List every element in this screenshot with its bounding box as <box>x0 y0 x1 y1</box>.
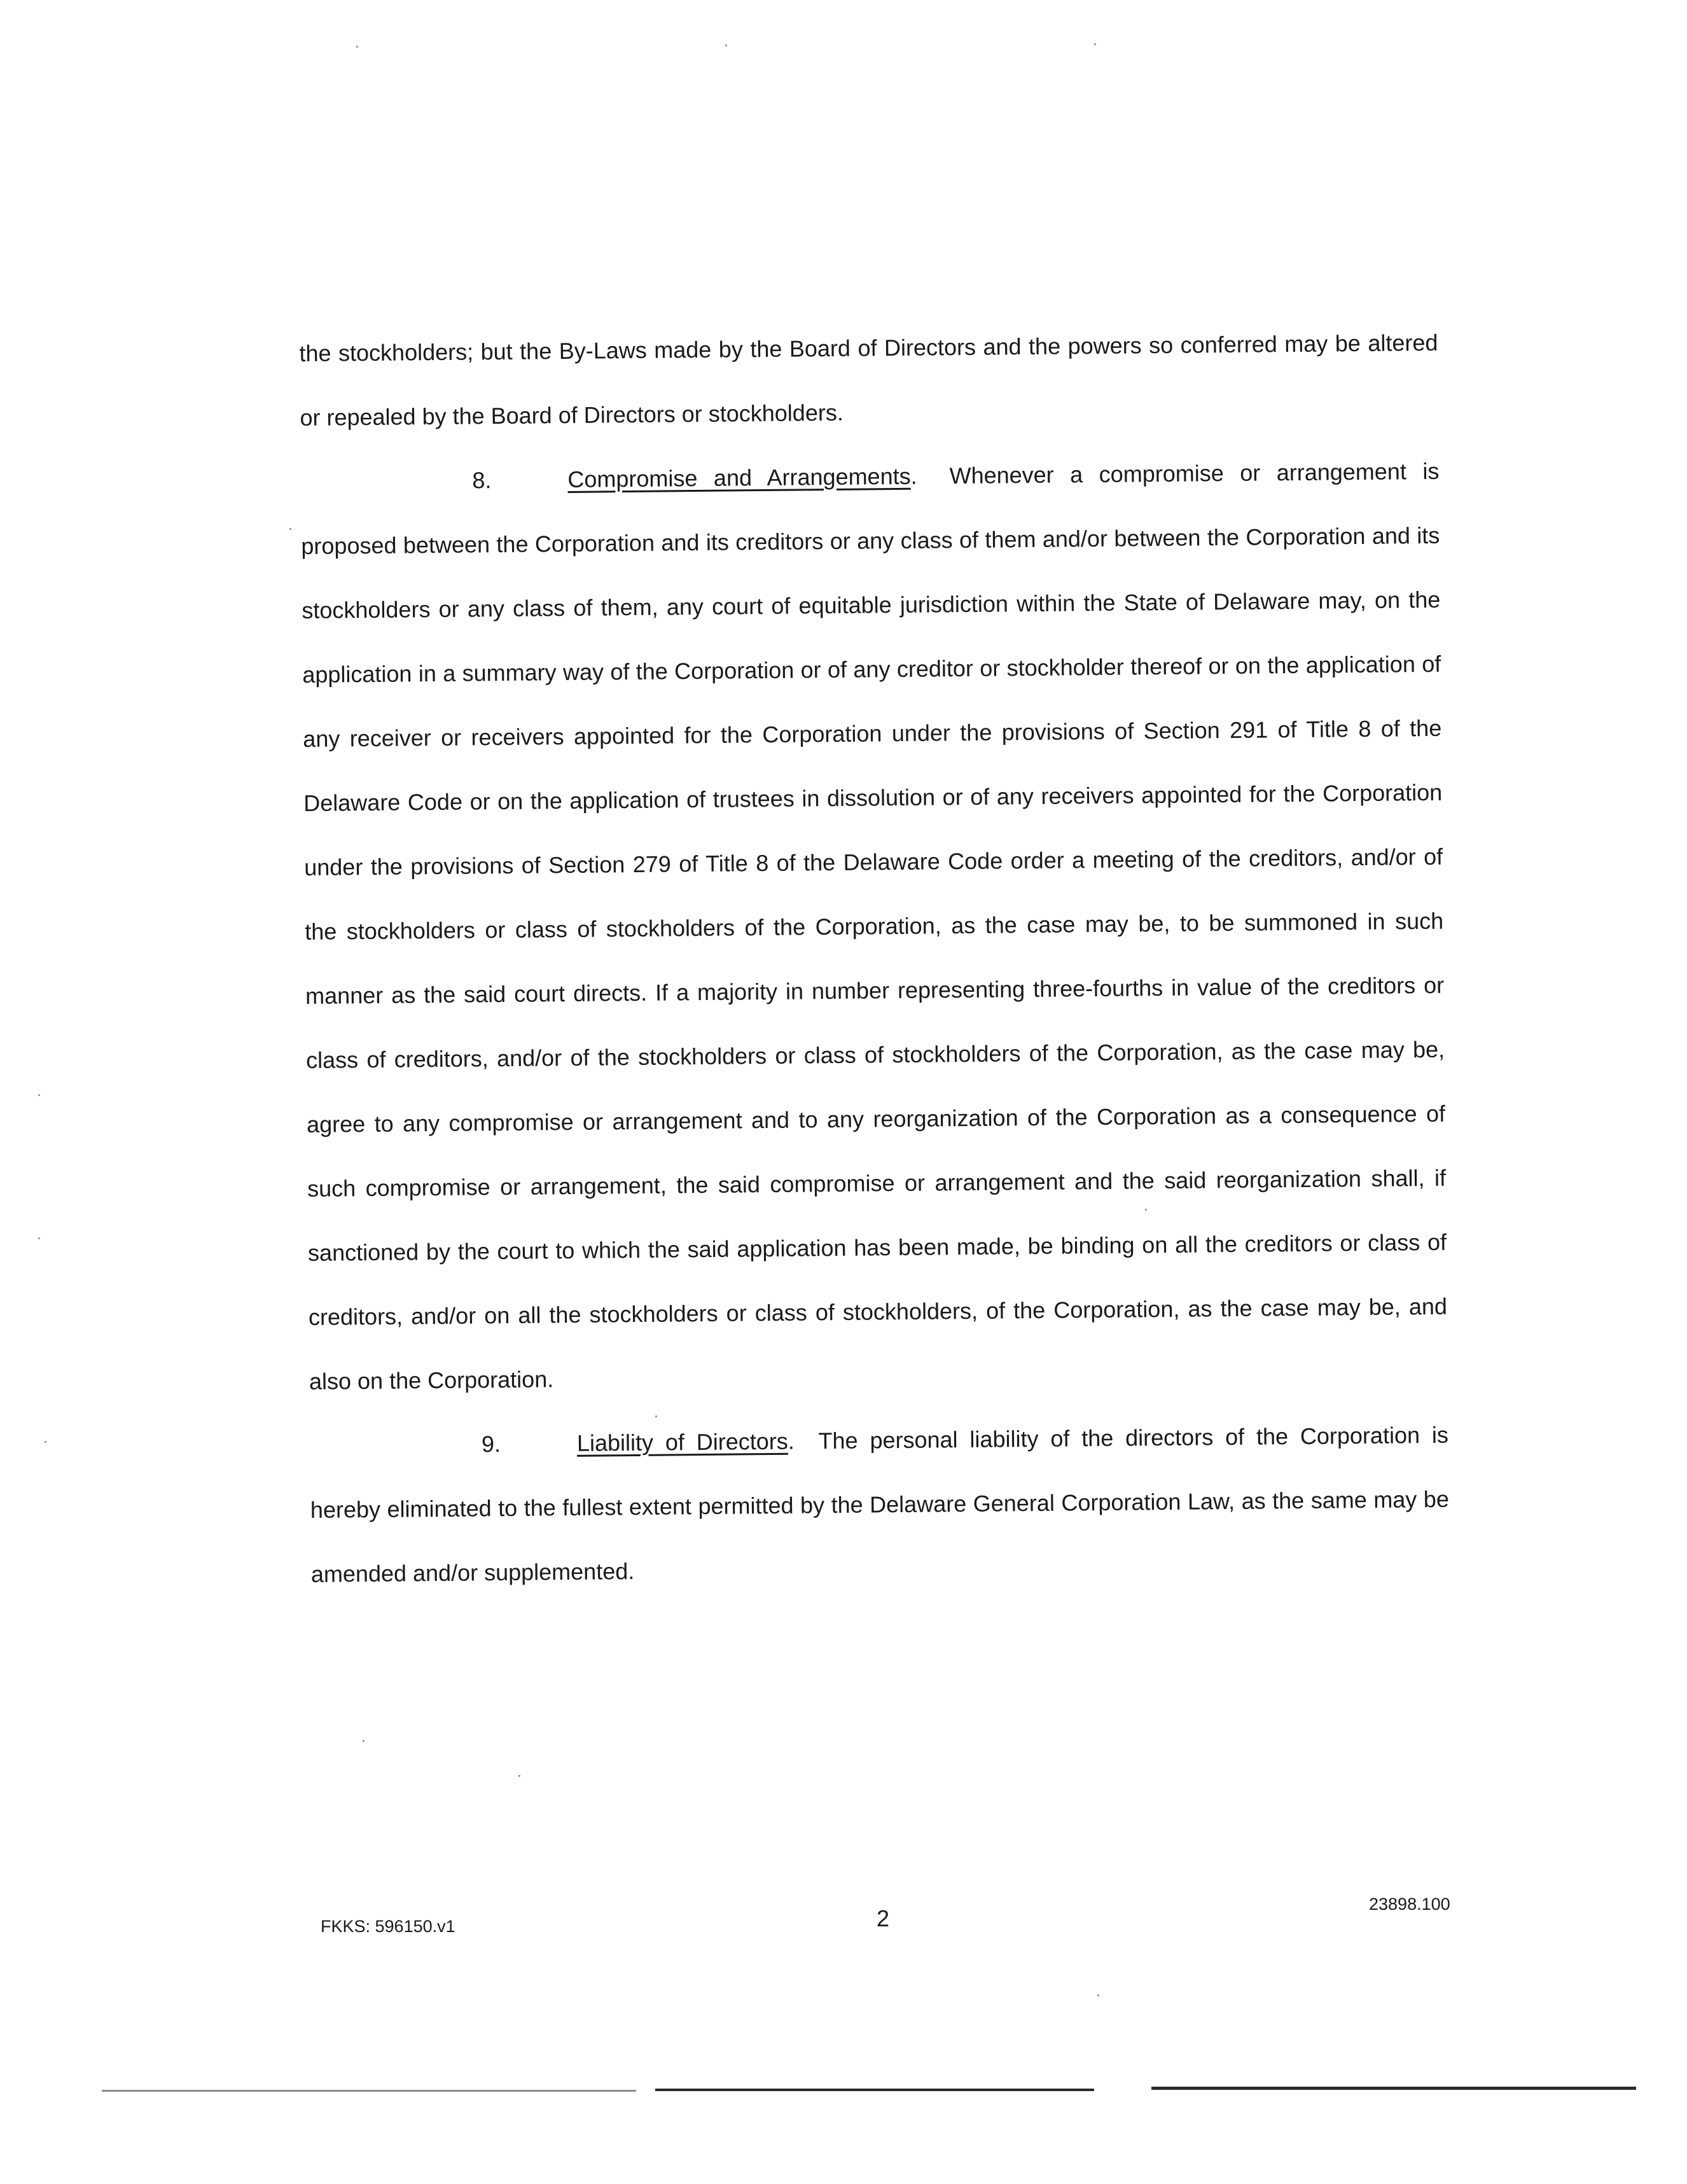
document-body <box>299 310 1450 1606</box>
scan-speck <box>45 1441 46 1443</box>
scan-speck <box>38 1237 40 1239</box>
scan-speck <box>1097 1994 1099 1996</box>
paragraph-continuation <box>299 310 1439 450</box>
scan-speck <box>363 1740 364 1742</box>
paragraph-text: The personal liability of the directors of the Corporation is hereby eliminated to the fullest extent permitted by the Delaware General Corporation Law, as the same may be amended and/or supplemented. <box>310 1421 1450 1587</box>
page-number: 2 <box>877 1905 890 1931</box>
section-number: 8. <box>472 467 492 494</box>
scan-edge-line <box>1151 2087 1636 2090</box>
scan-speck <box>518 1775 520 1777</box>
footer-doc-id: FKKS: 596150.v1 <box>321 1917 455 1936</box>
scan-speck <box>655 1415 657 1417</box>
scan-speck <box>38 1094 40 1096</box>
scan-edge-line <box>655 2089 1094 2091</box>
footer-matter-number: 23898.100 <box>1369 1895 1450 1914</box>
paragraph-text: Whenever a compromise or arrangement is proposed between the Corporation and its creditors or any class of them and/or between the Corporation and its stockholders or any class of them, any court of equitable jurisdiction within the State of Delaware may, on the application in a summary way of the Corporation or of any creditor or stockholder thereof or on the application of any receiver or receivers appointed for the Corporation under the provisions of Section 291 of Title 8 of the Delaware Code or on the application of trustees in dissolution or of any receivers appointed for the Corporation under the provisions of Section 279 of Title 8 of the Delaware Code order a meeting of the creditors, and/or of the stockholders or class of stockholders of the Corporation, as the case may be, to be summoned in such manner as the said court directs. If a majority in number representing three-fourths in value of the creditors or class of creditors, and/or of the stockholders or class of stockholders of the Corporation, as the case may be, agree to any compromise or arrangement and to any reorganization of the Corporation as a consequence of such compromise or arrangement, the said compromise or arrangement and the said reorganization shall, if sanctioned by the court to which the said application has been made, be binding on all the creditors or class of creditors, and/or on all the stockholders or class of stockholders, of the Corporation, as the case may be, and also on the Corporation. <box>301 457 1448 1395</box>
scan-speck <box>356 46 358 48</box>
scan-speck <box>1145 1209 1147 1211</box>
section-number: 9. <box>481 1431 501 1457</box>
section-heading: Compromise and Arrangements <box>567 463 911 492</box>
paragraph-section-8: 8. Compromise and Arrangements. Whenever a compromise or arrangement is proposed between the Corporation and its creditors or any class of them and/or between the Corporation and its stockholders or any class of them, any court of equitable jurisdiction within the State of Delaware may, on the application in a summary way of the Corporation or of any creditor or stockholder thereof or on the application of any receiver or receivers appointed for the Corporation under the provisions of Section 291 of Title 8 of the Delaware Code or on the application of trustees in dissolution or of any receivers appointed for the Corporation under the provisions of Section 279 of Title 8 of the Delaware Code order a meeting of the creditors, and/or of the stockholders or class of stockholders of the Corporation, as the case may be, to be summoned in such manner as the said court directs. If a majority in number representing three-fourths in value of the creditors or class of creditors, and/or of the stockholders or class of stockholders of the Corporation, as the case may be, agree to any compromise or arrangement and to any reorganization of the Corporation as a consequence of such compromise or arrangement, the said compromise or arrangement and the said reorganization shall, if sanctioned by the court to which the said application has been made, be binding on all the creditors or class of creditors, and/or on all the stockholders or class of stockholders, of the Corporation, as the case may be, and also on the Corporation. <box>300 439 1448 1414</box>
paragraph-text: the stockholders; but the By-Laws made by the Board of Directors and the powers so conferred may be altered or repealed by the Board of Directors or stockholders. <box>299 329 1438 431</box>
section-heading: Liability of Directors <box>576 1428 788 1456</box>
paragraph-section-9: 9. Liability of Directors. The personal liability of the directors of the Corporation is hereby eliminated to the fullest extent permitted by the Delaware General Corporation Law, as the same may be amended and/or supplemented. <box>309 1403 1450 1606</box>
scan-speck <box>725 45 727 46</box>
scan-edge-line <box>102 2090 636 2092</box>
scan-speck <box>289 528 291 530</box>
scan-speck <box>1094 43 1096 45</box>
